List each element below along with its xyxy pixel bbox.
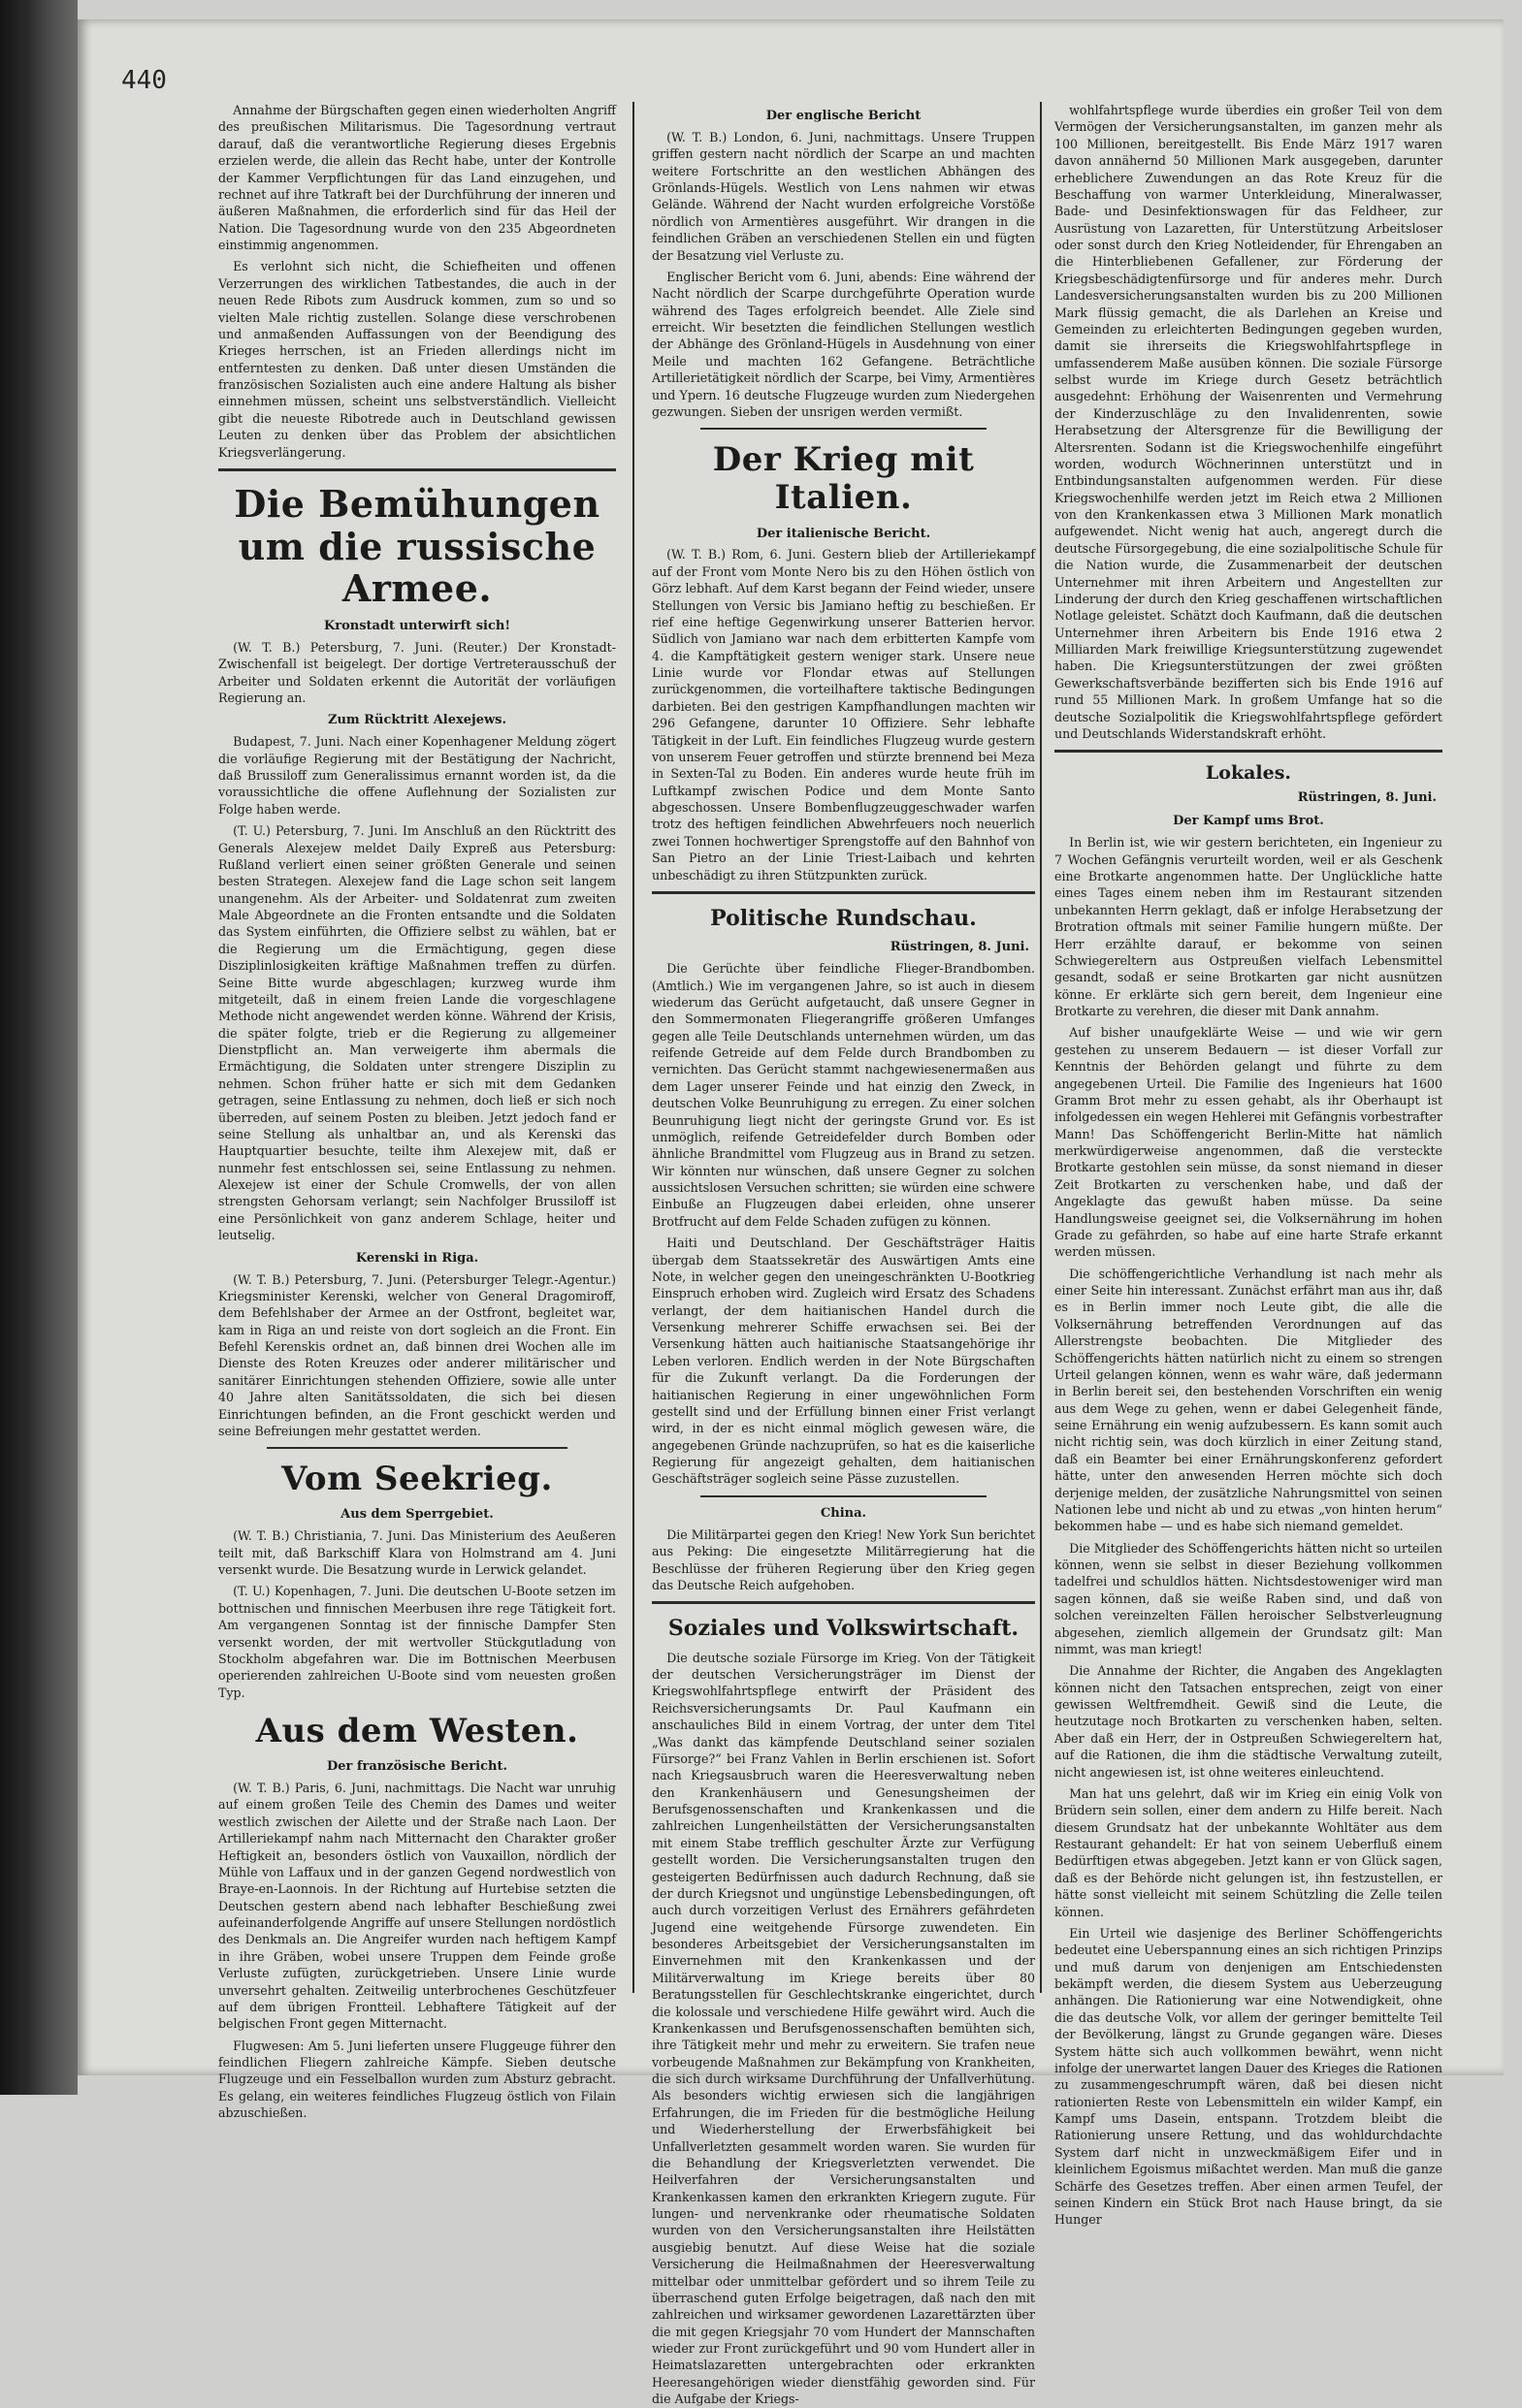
subheading: Aus dem Sperrgebiet. [340,1507,494,1523]
section-rule [267,1447,567,1449]
paragraph: (T. U.) Kopenhagen, 7. Juni. Die deutschen U-Boote setzen im bottnischen und finnischen Meerbusen ihre rege Tätigkeit fort. Am vergangenen Sonntag ist der finnische Dampfer Sten versenkt worden, der mit wertvoller Stückgutladung von Stockholm abgefahren war. Die im Bottnischen Meerbusen operierenden zahlreichen U-Boote sind vom neuesten großen Typ. [218,1584,616,1700]
section-rule [652,891,1035,894]
paragraph: (W. T. B.) London, 6. Juni, nachmittags. Unsere Truppen griffen gestern nacht nördlich der Scarpe an und machten weitere Fortschritte an den westlichen Abhängen des Grönlands-Hügels. Westlich von Lens nahmen wir etwas Gelände. Während der Nacht wurden erfolgreiche Vorstöße nördlich von Armentières ausgeführt. Wir drangen in die feindlichen Gräben an verschiedenen Stellen ein und fügten der Besatzung viel Verluste zu. [652,129,1035,263]
subheading: China. [820,1505,867,1521]
paragraph: Haiti und Deutschland. Der Geschäftsträger Haitis übergab dem Staatssekretär des Auswärtigen Amts eine Note, in welcher gegen den uneingeschränkten U-Bootkrieg Einspruch erhoben wird. Zugleich wird Ersatz des Schadens verlangt, der dem haitianischen Handel durch die Versenkung mehrerer Schiffe erwachsen sei. Bei der Versenkung hätten auch haitianische Staatsangehörige ihr Leben verloren. Endlich werden in der Note Bürgschaften für die Zukunft verlangt. Da die Forderungen der haitianischen Regierung in einer ungewöhnlichen Form gestellt sind und der Erfüllung binnen einer Frist verlangt wird, in der es nicht einmal möglich gewesen wäre, die angegebenen Gründe nachzuprüfen, so hat es die kaiserliche Regierung für angezeigt gehalten, dem haitianischen Geschäftsträger sogleich seine Pässe zuzustellen. [652,1236,1035,1487]
headline: Aus dem Westen. [255,1712,579,1751]
paragraph: Auf bisher unaufgeklärte Weise — und wie wir gern gestehen zu unserem Bedauern — ist dieser Vorfall zur Kenntnis der Behörden gelangt und führte zu dem angegebenen Urteil. Die Familie des Ingenieurs hat 1600 Gramm Brot mehr zu essen gehabt, als ihr Oberhaupt ist infolgedessen ein wegen Hehlerei mit Gefängnis vorbestrafter Mann! Das Schöffengericht Berlin-Mitte hat nämlich merkwürdigerweise angenommen, daß die versteckte Brotkarte gestohlen sein müsse, da sonst niemand in dieser Zeit Brotkarten zu verschenken habe, und daß der Angeklagte das gewußt haben müsse. Da seine Handlungsweise geeignet sei, die Volksernährung im hohen Grade zu gefährden, so habe auf eine harte Strafe erkannt werden müssen. [1054,1025,1442,1260]
paragraph: Die Annahme der Richter, die Angaben des Angeklagten können nicht den Tatsachen entsprechen, zeigt von einer gewissen Weltfremdheit. Gewiß sind die Leute, die heutzutage noch Brotkarten zu verschenken haben, selten. Aber daß ein Herr, der in Ostpreußen Schwiegereltern hat, auf die Rationen, die ihm die städtische Verwaltung zuteilt, nicht angewiesen ist, ist ohne weiteres einleuchtend. [1054,1663,1442,1780]
subheading: Der Kampf ums Brot. [1173,814,1324,829]
paragraph: Man hat uns gelehrt, daß wir im Krieg ein einig Volk von Brüdern sein sollen, einer dem andern zu Hilfe bereit. Nach diesem Grundsatz hat der unbekannte Wohltäter aus dem Restaurant gehandelt: Er hat von seinem Ueberfluß einem Bedürftigen etwas abgegeben. Jetzt kann er von Glück sagen, daß es der Behörde nicht gelungen ist, ihn festzustellen, er hätte sonst vielleicht mit seinem Schützling die Zelle teilen können. [1054,1785,1442,1919]
column-rule [632,102,634,1993]
headline: Soziales und Volkswirtschaft. [667,1616,1020,1642]
headline: Der Krieg mit Italien. [712,440,975,518]
dateline: Rüstringen, 8. Juni. [890,940,1029,955]
headline: Vom Seekrieg. [281,1460,553,1499]
paragraph: Ein Urteil wie dasjenige des Berliner Schöffengerichts bedeutet eine Ueberspannung eines an sich richtigen Prinzips und muß darum von denjenigen am Entschiedensten bekämpft werden, die diesem System aus Ueberzeugung anhängen. Die Rationierung war eine Notwendigkeit, ohne die das deutsche Volk, vor allem der geringer bemittelte Teil der Bevölkerung, längst zu Grunde gegangen wäre. Dieses System hätte sich auch vollkommen bewährt, wenn nicht infolge der unerwartet langen Dauer des Krieges die Rationen zu zusammengeschrumpft wären, daß bei diesen nicht rationierten Reste von Lebensmitteln ein wilder Kampf, ein Kampf ums Dasein, entspann. Trotzdem bleibt die Rationierung unsere Rettung, und das wohldurchdachte System darf nicht in unzweckmäßigem Eifer und in kleinlichem Egoismus mißachtet werden. Man muß die ganze Schärfe des Gesetzes treffen. Aber einen armen Teufel, der seinen Kindern ein Stück Brot nach Hause bringt, da sie Hunger [1054,1925,1442,2228]
subheading: Kronstadt unterwirft sich! [323,618,511,633]
paragraph: (W. T. B.) Paris, 6. Juni, nachmittags. Die Nacht war unruhig auf einem großen Teile des Chemin des Dames und weiter westlich zwischen der Ailette und der Straße nach Laon. Der Artilleriekampf nahm nach Mitternacht den Charakter großer Heftigkeit an, besonders östlich von Vauxaillon, nördlich der Mühle von Laffaux und in der ganzen Gegend nordwestlich von Braye-en-Laonnois. In der Richtung auf Hurtebise setzten die Deutschen gestern abend nach lebhafter Beschießung zwei aufeinanderfolgende Angriffe auf unsere Stellungen nordöstlich des Denkmals an. Die Angreifer wurden nach heftigem Kampf in ihre Gräben, wobei unsere Truppen dem Feinde große Verluste zufügten, zurückgetrieben. Unsere Linie wurde unversehrt gehalten. Zeitweilig unterbrochenes Geschützfeuer auf dem übrigen Frontteil. Lebhaftere Tätigkeit auf der belgischen Front gegen Mitternacht. [218,1781,616,2032]
paragraph: Flugwesen: Am 5. Juni lieferten unsere Fluggeuge führer den feindlichen Fliegern zahlreiche Kämpfe. Sieben deutsche Flugzeuge und ein Fesselballon wurden zum Absturz gebracht. Es gelang, ein weiteres feindliches Flugzeug östlich von Filain abzuschießen. [218,2038,616,2121]
paragraph: Englischer Bericht vom 6. Juni, abends: Eine während der Nacht nördlich der Scarpe durchgeführte Operation wurde während des Tages erfolgreich beendet. Alle Ziele sind erreicht. Wir besetzten die feindlichen Stellungen westlich der Abhänge des Grönland-Hügels in Ausdehnung von einer Meile und machten 162 Gefangene. Beträchtliche Artillerietätigkeit nördlich der Scarpe, bei Vimy, Armentières und Ypern. 16 deutsche Flugzeuge wurden zum Niedergehen gezwungen. Sieben der unsrigen werden vermißt. [652,269,1035,419]
subheading: Der italienische Bericht. [756,526,931,541]
section-rule [218,468,616,471]
column-rule [1040,102,1042,1993]
paragraph: (W. T. B.) Petersburg, 7. Juni. (Petersburger Telegr.-Agentur.) Kriegsminister Kerenski, welcher von General Dragomiroff, dem Befehlshaber der Armee an der Ostfront, begleitet war, kam in Riga an und reiste von dort sogleich an die Front. Ein Befehl Kerenskis ordnet an, daß binnen drei Wochen alle im Dienste des Roten Kreuzes oder anderer militärischer und sanitärer Einrichtungen stehenden Offiziere, sowie alle unter 40 Jahre alten Sanitätssoldaten, die sich bei diesen Einrichtungen befinden, an die Front geschickt werden und seine Befreiungen mehr gestattet werden. [218,1271,616,1438]
paragraph: In Berlin ist, wie wir gestern berichteten, ein Ingenieur zu 7 Wochen Gefängnis verurteilt worden, weil er als Geschenk eine Brotkarte angenommen hatte. Der Unglückliche hatte eines Tages einem neben ihm im Restaurant sitzenden unbekannten Herrn geklagt, daß er infolge Herabsetzung der Brotration oftmals mit seiner Familie hungern müßte. Der Herr erzählte darauf, er bekomme von seinen Schwiegereltern aus Ostpreußen vielfach Lebensmittel gesandt, sodaß er seine Brotkarten gar nicht ausnützen könne. Er erklärte sich gern bereit, dem Ingenieur eine Brotkarte zu verehren, die dieser mit Dank annahm. [1054,835,1442,1019]
subheading: Der englische Bericht [765,109,922,123]
subheading: Der französische Bericht. [327,1759,507,1775]
section-rule [700,428,987,430]
column-2 [652,102,1035,2407]
book-binding [0,0,78,2095]
headline: Politische Rundschau. [710,905,977,931]
headline: Die Bemühungen um die russische Armee. [234,481,600,611]
subheading: Zum Rücktritt Alexejews. [327,713,507,728]
paragraph: Die schöffengerichtliche Verhandlung ist nach mehr als einer Seite hin interessant. Zunächst erfährt man aus ihr, daß es in Berlin immer noch Leute gibt, die alle die Volksernährung betreffenden Verordnungen auf das Allerstrengste beobachten. Die Mitglieder des Schöffengerichts hätten natürlich nicht zu einem so strengen Urteil gelangen können, wenn es wahr wäre, daß jedermann in Berlin bereit sei, den bestehenden Vorschriften ein wenig aus dem Wege zu gehen, wenn er dabei Gelegenheit fände, seine Ernährung ein wenig aufzubessern. Es kann somit auch nicht richtig sein, was doch kürzlich in einer Zeitung stand, daß ein Beamter bei einer Ernährungskonferenz gefordert hätte, unter den anwesenden Herren möchte sich doch derjenige melden, der zusätzliche Nahrungsmittel von seinen Nationen lebe und nicht ab und zu etwas „von hinten herum“ bekommen habe — und es habe sich niemand gemeldet. [1054,1266,1442,1534]
paragraph: (T. U.) Petersburg, 7. Juni. Im Anschluß an den Rücktritt des Generals Alexejew meldet Daily Expreß aus Petersburg: Rußland verliert einen seiner größten Generale und seinen besten Strategen. Alexejew fand die Lage schon seit langem unangenehm. Als der Arbeiter- und Soldatenrat zum zweiten Male Abgeordnete an die Fronten entsandte und die Soldaten das System einführten, die Offiziere selbst zu wählen, bat er die Regierung um die Ermächtigung, gegen diese Disziplinlosigkeiten kräftige Maßnahmen treffen zu dürfen. Seine Bitte wurde abgeschlagen; kurzweg wurde ihm mitgeteilt, daß in einem freien Lande die vorgeschlagene Methode nicht angewendet werden könne. Während der Krisis, die später folgte, trieb er die Regierung zu allgemeiner Dienstpflicht an. Man verweigerte ihm abermals die Ermächtigung, die Soldaten unter strengere Disziplin zu nehmen. Schon früher hatte er sich mit dem Gedanken getragen, seine Entlassung zu nehmen, doch ließ er sich noch überreden, auf seinem Posten zu bleiben. Jetzt jedoch fand er seine Stellung als unhaltbar an, und als Kerenski das Hauptquartier besuchte, teilte ihm Alexejew mit, daß er nunmehr fest entschlossen sei, seine Entlassung zu nehmen. Alexejew ist einer der Schule Cromwells, der von allen strengsten Gehorsam verlangt; sein Nachfolger Brussiloff ist eine Persönlichkeit von ganz anderem Schlage, heiter und leutselig. [218,823,616,1243]
paragraph: Die Mitglieder des Schöffengerichts hätten nicht so urteilen können, wenn sie selbst in dieser Beziehung vollkommen tadelfrei und schuldlos hätten. Nichtsdestoweniger wird man sagen können, daß sie weiße Raben sind, und daß von solchen vereinzelten Fällen heroischer Selbstverleugnung abgesehen, ziemlich allgemein der Grundsatz gilt: Man nimmt, was man kriegt! [1054,1540,1442,1656]
column-1 [218,102,616,2121]
paragraph: Die Gerüchte über feindliche Flieger-Brandbomben. (Amtlich.) Wie im vergangenen Jahre, so ist auch in diesem wiederum das Gerücht aufgetaucht, daß unsere Gegner in den Sommermonaten Fliegerangriffe größeren Umfanges gegen alle Teile Deutschlands unternehmen würden, um das reifende Getreide auf dem Felde durch Brandbomben zu vernichten. Das Gerücht stammt nachgewiesenermaßen aus dem Lager unserer Feinde und hat einzig den Zweck, in deutschen Volke Beunruhigung zu erregen. Zu einer solchen Beunruhigung liegt nicht der geringste Grund vor. Es ist unmöglich, reifende Getreidefelder durch Bomben oder ähnliche Brandmittel vom Flugzeug aus in Brand zu setzen. Wir könnten nur wünschen, daß unsere Gegner zu solchen aussichtslosen Versuchen schritten; sie würden eine schwere Einbuße an Flugzeugen dabei erleiden, ohne unserer Brotfrucht auf dem Felde Schaden zufügen zu können. [652,961,1035,1229]
paragraph: (W. T. B.) Petersburg, 7. Juni. (Reuter.) Der Kronstadt-Zwischenfall ist beigelegt. Der dortige Vertreterausschuß der Arbeiter und Soldaten erkennt die Autorität der vorläufigen Regierung an. [218,639,616,705]
paragraph: Die deutsche soziale Fürsorge im Krieg. Von der Tätigkeit der deutschen Versicherungsträger im Dienst der Kriegswohlfahrtspflege entwirft der Präsident des Reichsversicherungsamts Dr. Paul Kaufmann ein anschauliches Bild in einem Vortrag, der unter dem Titel „Was dankt das kämpfende Deutschland seiner sozialen Fürsorge?“ bei Franz Vahlen in Berlin erschienen ist. Sofort nach Kriegsausbruch waren die Heeresverwaltung neben den Krankenhäusern und Genesungsheimen der Berufsgenossenschaften und Krankenkassen und die zahlreichen Lungenheilstätten der Versicherungsanstalten mit einem Stabe trefflich geschulter Ärzte zur Verfügung gestellt worden. Die Versicherungsanstalten trugen den gesteigerten Bedürfnissen auch dadurch Rechnung, daß sie der durch Kriegsnot und ungünstige Lebensbedingungen, oft auch durch vorzeitigen Verlust des Ernährers gefährdeten Jugend eine weitgehende Fürsorge zuwendeten. Ein besonderes Arbeitsgebiet der Versicherungsanstalten im Einvernehmen mit den Krankenkassen und der Militärverwaltung im Kriege bereits über 80 Beratungsstellen für Geschlechtskranke eingerichtet, durch die kolossale und verschiedene Hilfe gewährt wird. Auch die Krankenkassen und Berufsgenossenschaften bemühten sich, ihre Tätigkeit mehr und mehr zu erweitern. Sie trafen neue vorbeugende Maßnahmen zur Bekämpfung von Krankheiten, die sich durch wirksame Durchführung der Unfallverhütung. Als besonders wichtig erwiesen sich die langjährigen Erfahrungen, die im Frieden für die bestmögliche Heilung und Wiederherstellung der Erwerbsfähigkeit bei Unfallverletzten gesammelt worden waren. Sie wurden für die Behandlung der Kriegsverletzten verwendet. Die Heilverfahren der Versicherungsanstalten und Krankenkassen kamen den erkrankten Kriegern zugute. Für lungen- und nervenkranke oder rheumatische Soldaten wurden von den Versicherungsanstalten ihre Heilstätten ausgiebig benutzt. Auf diese Weise hat die soziale Versicherung die Heilmaßnahmen der Heeresverwaltung mittelbar oder unmittelbar gefördert und so ihrem Teile zu überraschend guten Erfolge beigetragen, daß nach den mit zahlreichen und wirksamer gewordenen Lazarettärzten über die mit gegen Kriegsjahr 70 vom Hundert der Mannschaften wieder zur Front zurückgeführt und 90 vom Hundert aller in Heimatslazaretten untergebrachten oder erkrankten Heeresangehörigen wieder dienstfähig geworden sind. Für die Aufgabe der Kriegs- [652,1650,1035,2407]
column-3 [1054,102,1442,2228]
paragraph: (W. T. B.) Rom, 6. Juni. Gestern blieb der Artilleriekampf auf der Front vom Monte Nero bis zu den Höhen östlich von Görz lebhaft. Auf dem Karst begann der Feind wieder, unsere Stellungen von Versic bis Jamiano heftig zu beschießen. Er rief eine heftige Gegenwirkung unserer Batterien hervor. Südlich von Jamiano war nach dem erbitterten Kampfe vom 4. die Kampftätigkeit gestern weniger stark. Unsere neue Linie wurde vor Flondar etwas auf Stellungen zurückgenommen, die vorteilhaftere taktische Bedingungen darbieten. Bei den gestrigen Kampfhandlungen machten wir 296 Gefangene, darunter 10 Offiziere. Sehr lebhafte Tätigkeit in der Luft. Ein feindliches Flugzeug wurde gestern von unserem Feuer getroffen und stürzte brennend bei Meza in Sexten-Tal zu Boden. Ein anderes wurde heute früh im Luftkampf zwischen Podice und dem Monte Santo abgeschossen. Unsere Bombenflugzeuggeschwader warfen trotz des heftigen feindlichen Abwehrfeuers noch neuerlich zwei Tonnen hochwertiger Sprengstoffe auf den Bahnhof von San Pietro an der Linie Triest-Laibach und kehrten unbeschädigt zu ihren Stützpunkten zurück. [652,547,1035,883]
paragraph: (W. T. B.) Christiania, 7. Juni. Das Ministerium des Aeußeren teilt mit, daß Barkschiff Klara von Holmstrand am 4. Juni versenkt wurde. Die Besatzung wurde in Lerwick gelandet. [218,1528,616,1578]
section-rule [652,1601,1035,1604]
section-rule [700,1495,987,1497]
page-number: 440 [121,66,167,95]
paragraph: Annahme der Bürgschaften gegen einen wiederholten Angriff des preußischen Militarismus. Die Tagesordnung vertraut darauf, daß die verantwortliche Regierung dieses Ergebnis erzielen werde, die allein das Recht habe, unter der Kontrolle der Kammer Verpflichtungen für das Land einzugehen, und rechnet auf ihre Tatkraft bei der Durchführung der inneren und äußeren Maßnahmen, die erforderlich sind für das Heil der Nation. Die Tagesordnung wurde von den 235 Abgeordneten einstimmig angenommen. [218,103,616,252]
dateline: Rüstringen, 8. Juni. [1297,790,1437,806]
paragraph: Die Militärpartei gegen den Krieg! New York Sun berichtet aus Peking: Die eingesetzte Militärregierung hat die Beschlüsse der früheren Regierung über den Krieg gegen das Deutsche Reich aufgehoben. [652,1526,1035,1592]
section-rule [1054,750,1442,753]
headline: Lokales. [1205,762,1292,785]
paragraph: Es verlohnt sich nicht, die Schiefheiten und offenen Verzerrungen des wirklichen Tatbestandes, die auch in der neuen Rede Ribots zum Ausdruck kommen, zum so und so vielten Male richtig zustellen. Solange diese verschrobenen und anmaßenden Auffassungen von der Beendigung des Krieges herrschen, ist an Frieden allerdings nicht im entferntesten zu denken. Daß unter diesen Umständen die französischen Sozialisten auch eine andere Haltung als bisher einnehmen müssen, scheint uns selbstverständlich. Vielleicht gibt die neueste Ribotrede auch in Deutschland gewissen Leuten zu denken über das Problem der absichtlichen Kriegsverlängerung. [218,259,616,460]
paragraph: wohlfahrtspflege wurde überdies ein großer Teil von dem Vermögen der Versicherungsanstalten, im ganzen mehr als 100 Millionen, bereitgestellt. Bis Ende März 1917 waren davon annähernd 50 Millionen Mark ausgegeben, darunter erheblichere Zuwendungen an das Rote Kreuz für die Beschaffung von warmer Unterkleidung, Mineralwasser, Bade- und Desinfektionswagen für das Feldheer, zur Ausrüstung von Lazaretten, für Unterstützung Arbeitsloser oder sonst durch den Krieg Notleidender, für Ehrengaben an die Hinterbliebenen Gefallener, zur Förderung der Kriegsbeschädigtenfürsorge und für anderes mehr. Durch Landesversicherungsanstalten wurden bis zu 200 Millionen Mark flüssig gemacht, die als Darlehen an Kreise und Gemeinden zu erleichterten Bedingungen gegeben wurden, damit sie ihrerseits die Kriegswohlfahrtspflege in umfassenderem Maße ausüben können. Die soziale Fürsorge selbst wurde im Kriege durch Gesetz beträchtlich ausgedehnt: Erhöhung der Waisenrenten und Vermehrung der Kinderzuschläge zu den Invalidenrenten, sowie Herabsetzung der Altersgrenze für die Bewilligung der Altersrenten. Sodann ist die Kriegswochenhilfe eingeführt worden, wodurch Wöchnerinnen unterstützt und in Entbindungsanstalten aufgenommen werden. Für diese Kriegswochenhilfe werden jetzt im Reich etwa 2 Millionen von den Krankenkassen etwa 3 Millionen Mark monatlich aufgewendet. Nicht wenig hat auch, angeregt durch die deutsche Fürsorgegebung, die eine sozialpolitische Schule für die Nation wurde, die Zusammenarbeit der deutschen Unternehmer mit ihren Arbeitern und Angestellten zur Linderung der durch den Krieg geschaffenen wirtschaftlichen Notlage geleistet. Schätzt doch Kaufmann, daß die deutschen Unternehmer ihren Arbeitern bis Ende 1916 etwa 2 Milliarden Mark freiwillige Kriegsunterstützung zugewendet haben. Die Kriegsunterstützungen der zwei größten Gewerkschaftsverbände bezifferten sich bis Ende 1916 auf rund 55 Millionen Mark. In großem Umfange hat so die deutsche Sozialpolitik die Kriegswohlfahrtspflege gefördert und Deutschlands Widerstandskraft erhöht. [1054,103,1442,741]
subheading: Kerenski in Riga. [355,1250,479,1266]
paragraph: Budapest, 7. Juni. Nach einer Kopenhagener Meldung zögert die vorläufige Regierung mit der Bestätigung der Nachricht, daß Brussiloff zum Generalissimus ernannt worden ist, da die voraussichtliche die offene Auflehnung der Sozialisten zur Folge haben werde. [218,734,616,817]
